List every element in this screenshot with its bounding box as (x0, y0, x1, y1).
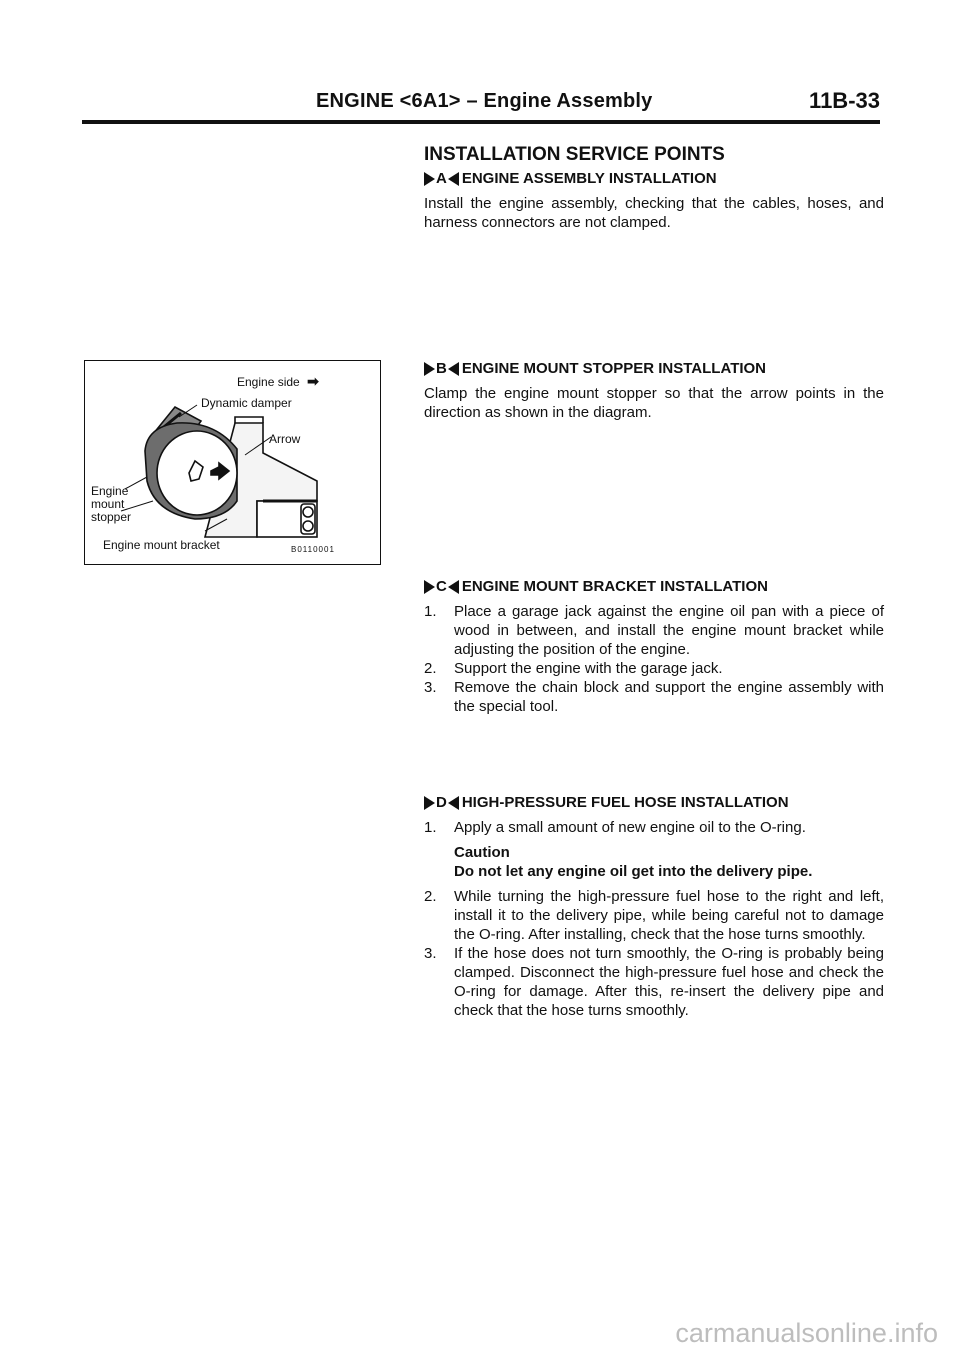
section-a (424, 168, 884, 232)
engine-mount-stopper-line-2: mount (91, 497, 125, 511)
left-triangle-icon (448, 362, 459, 376)
caution-title: Caution (454, 844, 510, 861)
section-c-heading: ENGINE MOUNT BRACKET INSTALLATION (461, 578, 768, 595)
caution-text: Do not let any engine oil get into the delivery pipe. (454, 863, 813, 880)
section-d-marker: D (436, 794, 447, 811)
page-number: 11B-33 (809, 88, 880, 113)
list-item (424, 659, 884, 678)
figure-code: B0110001 (291, 545, 335, 554)
section-a-text: Install the engine assembly, checking that the cables, hoses, and harness connectors are not clamped. (424, 195, 884, 231)
section-a-title (424, 168, 884, 190)
engine-mount-diagram (84, 360, 381, 565)
section-d-steps (424, 818, 884, 1020)
page-header (80, 88, 880, 118)
right-triangle-icon (424, 172, 435, 186)
caution-block (454, 843, 884, 881)
section-d (424, 792, 884, 1020)
section-a-marker: A (436, 170, 447, 187)
step-number: 1. (424, 603, 437, 620)
right-arrow-icon: ➡ (307, 373, 319, 389)
right-triangle-icon (424, 580, 435, 594)
engine-mount-illustration (85, 361, 379, 563)
engine-mount-bracket-label: Engine mount bracket (103, 538, 220, 552)
step-text: Remove the chain block and support the engine assembly with the special tool. (454, 679, 884, 715)
list-item (424, 818, 884, 837)
engine-mount-stopper-label (91, 485, 131, 524)
left-triangle-icon (448, 580, 459, 594)
engine-side-text: Engine side (237, 375, 300, 389)
section-c-marker: C (436, 578, 447, 595)
step-number: 1. (424, 819, 437, 836)
engine-mount-stopper-line-3: stopper (91, 510, 132, 524)
step-text: If the hose does not turn smoothly, the O-ring is probably being clamped. Disconnect the high-pressure fuel hose and check the O-ring for damage. After this, re-insert the delivery pipe and check that the hose turns smoothly. (454, 945, 884, 1019)
watermark: carmanualsonline.info (675, 1318, 938, 1348)
arrow-label: Arrow (269, 432, 301, 446)
header-title: ENGINE <6A1> – Engine Assembly (316, 90, 653, 112)
list-item (424, 887, 884, 944)
step-text: While turning the high-pressure fuel hose to the right and left, install it to the delivery pipe, while being careful not to damage the O-ring. After installing, check that the hose turns smoothly. (454, 888, 884, 943)
step-number: 2. (424, 660, 437, 677)
section-b (424, 358, 884, 422)
section-heading: INSTALLATION SERVICE POINTS (424, 144, 725, 165)
section-b-title (424, 358, 884, 380)
section-b-heading: ENGINE MOUNT STOPPER INSTALLATION (461, 360, 767, 377)
left-triangle-icon (448, 172, 459, 186)
section-b-marker: B (436, 360, 447, 377)
step-text: Apply a small amount of new engine oil to the O-ring. (454, 819, 806, 836)
list-item (424, 944, 884, 1020)
right-triangle-icon (424, 796, 435, 810)
dynamic-damper-label: Dynamic damper (201, 396, 292, 410)
section-c (424, 576, 884, 716)
engine-mount-stopper-line-1: Engine (91, 484, 129, 498)
step-text: Support the engine with the garage jack. (454, 660, 723, 677)
step-text: Place a garage jack against the engine oil pan with a piece of wood in between, and install the engine mount bracket while adjusting the position of the engine. (454, 603, 884, 658)
step-number: 3. (424, 679, 437, 696)
list-item (424, 602, 884, 659)
left-triangle-icon (448, 796, 459, 810)
right-triangle-icon (424, 362, 435, 376)
section-a-heading: ENGINE ASSEMBLY INSTALLATION (461, 170, 717, 187)
section-b-text: Clamp the engine mount stopper so that the arrow points in the direction as shown in the diagram. (424, 385, 884, 421)
step-number: 3. (424, 945, 437, 962)
list-item (424, 678, 884, 716)
section-c-steps (424, 602, 884, 716)
engine-side-label (237, 375, 319, 389)
step-number: 2. (424, 888, 437, 905)
header-rule (82, 120, 880, 124)
dynamic-damper-shape (145, 407, 237, 519)
section-d-title (424, 792, 884, 814)
section-d-heading: HIGH-PRESSURE FUEL HOSE INSTALLATION (461, 794, 789, 811)
section-c-title (424, 576, 884, 598)
